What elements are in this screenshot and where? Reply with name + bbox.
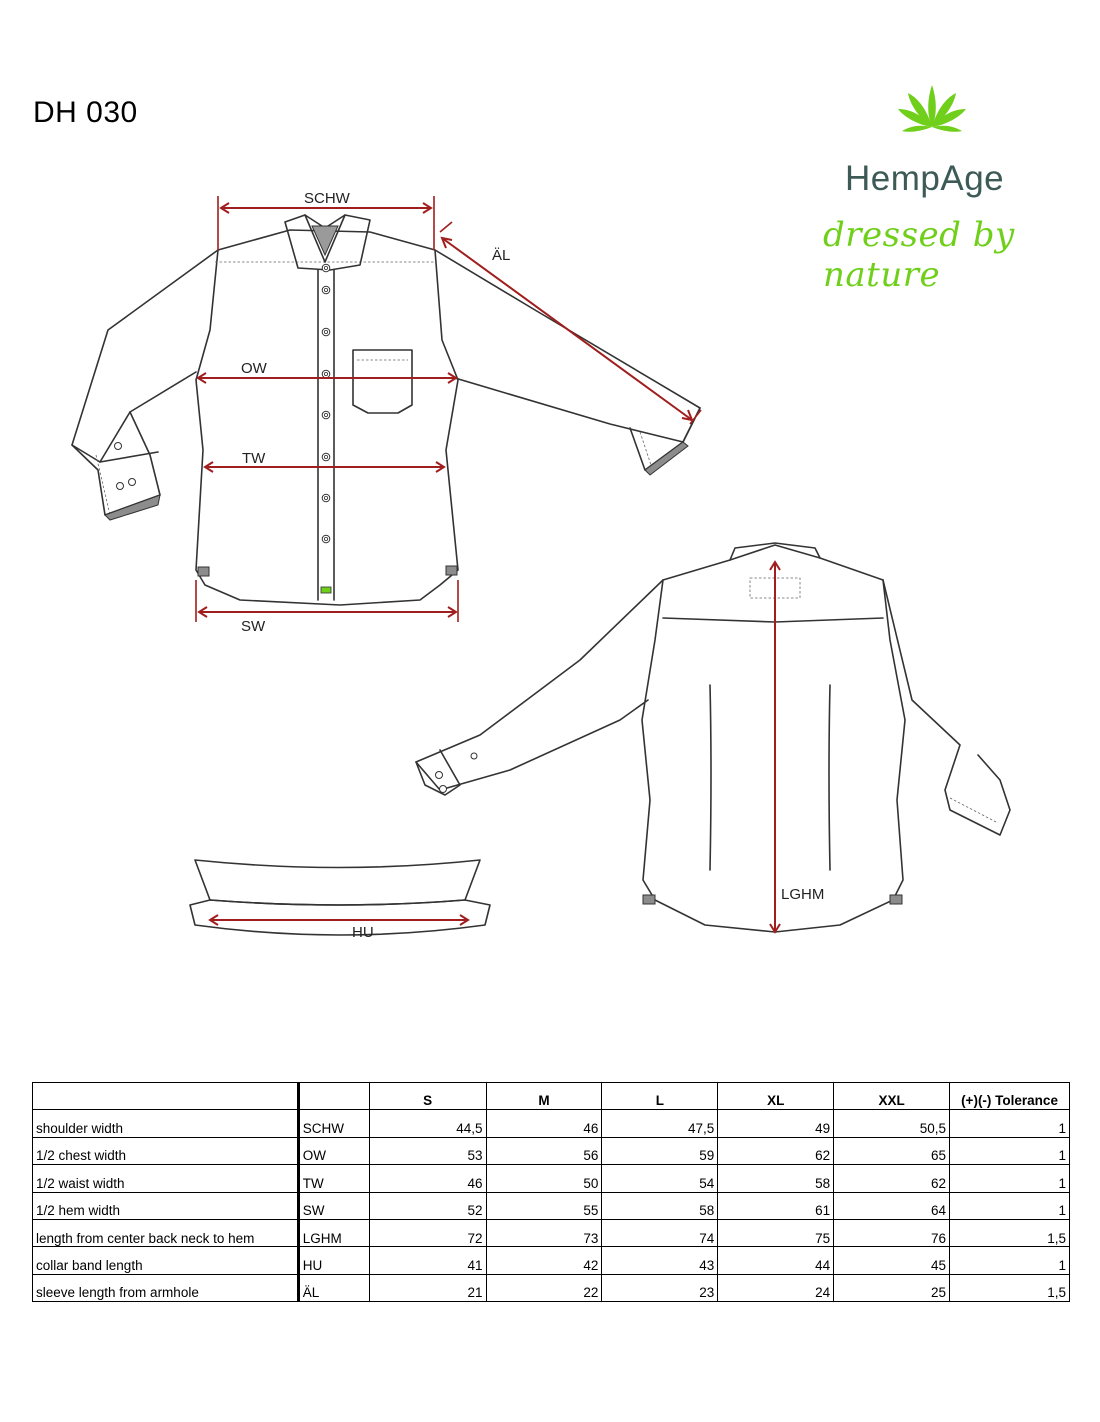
measurement-value: 1	[950, 1165, 1070, 1192]
measurement-value: 54	[602, 1165, 718, 1192]
shirt-front-view	[72, 190, 701, 635]
measurement-value: 1	[950, 1247, 1070, 1274]
measurement-name: sleeve length from armhole	[33, 1274, 299, 1301]
measurement-value: 74	[602, 1219, 718, 1246]
shirt-button-icon	[322, 453, 330, 461]
measurement-value: 50,5	[834, 1110, 950, 1137]
measurement-value: 1	[950, 1110, 1070, 1137]
label-ow: OW	[241, 360, 267, 377]
measurement-value: 46	[369, 1165, 486, 1192]
measurement-value: 53	[369, 1137, 486, 1164]
label-hu: HU	[352, 924, 374, 941]
measurement-name: 1/2 waist width	[33, 1165, 299, 1192]
column-header	[298, 1083, 369, 1110]
measurement-value: 23	[602, 1274, 718, 1301]
shirt-button-icon	[322, 328, 330, 336]
dimension-al	[442, 238, 692, 420]
shirt-button-icon	[322, 535, 330, 543]
collar-view	[190, 860, 490, 941]
measurement-code: SW	[298, 1192, 369, 1219]
shirt-button-icon	[322, 494, 330, 502]
measurement-value: 44,5	[369, 1110, 486, 1137]
column-header: L	[602, 1083, 718, 1110]
table-row	[33, 1110, 1070, 1137]
table-row	[33, 1274, 1070, 1301]
measurement-code: TW	[298, 1165, 369, 1192]
table-header-row	[33, 1083, 1070, 1110]
size-table	[32, 1082, 1070, 1302]
label-al: ÄL	[492, 247, 511, 264]
measurement-value: 1,5	[950, 1274, 1070, 1301]
label-tw: TW	[242, 450, 266, 467]
measurement-value: 50	[486, 1165, 602, 1192]
shirt-button-icon	[322, 411, 330, 419]
measurement-value: 44	[718, 1247, 834, 1274]
measurement-value: 45	[834, 1247, 950, 1274]
measurement-value: 55	[486, 1192, 602, 1219]
shirt-back-view	[416, 543, 1010, 932]
measurement-value: 22	[486, 1274, 602, 1301]
measurement-name: shoulder width	[33, 1110, 299, 1137]
table-row	[33, 1247, 1070, 1274]
measurement-value: 72	[369, 1219, 486, 1246]
measurement-value: 1,5	[950, 1219, 1070, 1246]
column-header: (+)(-) Tolerance	[950, 1083, 1070, 1110]
table-row	[33, 1137, 1070, 1164]
label-lghm: LGHM	[781, 886, 825, 903]
measurement-value: 62	[718, 1137, 834, 1164]
table-row	[33, 1219, 1070, 1246]
measurement-value: 21	[369, 1274, 486, 1301]
measurement-value: 47,5	[602, 1110, 718, 1137]
column-header: M	[486, 1083, 602, 1110]
measurement-value: 59	[602, 1137, 718, 1164]
measurement-code: SCHW	[298, 1110, 369, 1137]
measurement-value: 46	[486, 1110, 602, 1137]
label-sw: SW	[241, 618, 266, 635]
measurement-value: 58	[718, 1165, 834, 1192]
measurement-value: 73	[486, 1219, 602, 1246]
measurement-value: 76	[834, 1219, 950, 1246]
measurement-value: 1	[950, 1137, 1070, 1164]
measurement-value: 61	[718, 1192, 834, 1219]
measurement-value: 24	[718, 1274, 834, 1301]
measurement-name: collar band length	[33, 1247, 299, 1274]
measurement-code: LGHM	[298, 1219, 369, 1246]
measurement-code: HU	[298, 1247, 369, 1274]
measurement-value: 64	[834, 1192, 950, 1219]
measurement-value: 43	[602, 1247, 718, 1274]
measurement-value: 58	[602, 1192, 718, 1219]
measurement-name: 1/2 chest width	[33, 1137, 299, 1164]
column-header: XXL	[834, 1083, 950, 1110]
table-row	[33, 1192, 1070, 1219]
brand-slogan: dressed by nature	[823, 215, 1015, 295]
measurement-name: 1/2 hem width	[33, 1192, 299, 1219]
measurement-value: 1	[950, 1192, 1070, 1219]
measurement-value: 75	[718, 1219, 834, 1246]
measurement-value: 52	[369, 1192, 486, 1219]
label-schw: SCHW	[304, 190, 350, 207]
shirt-button-icon	[322, 370, 330, 378]
column-header: S	[369, 1083, 486, 1110]
measurement-value: 49	[718, 1110, 834, 1137]
shirt-button-icon	[322, 264, 330, 272]
column-header	[33, 1083, 299, 1110]
measurement-value: 25	[834, 1274, 950, 1301]
measurement-value: 42	[486, 1247, 602, 1274]
product-code: DH 030	[33, 96, 138, 129]
measurement-value: 41	[369, 1247, 486, 1274]
measurement-value: 65	[834, 1137, 950, 1164]
table-row	[33, 1165, 1070, 1192]
measurement-name: length from center back neck to hem	[33, 1219, 299, 1246]
brand-name: HempAge	[845, 159, 1005, 198]
measurement-value: 62	[834, 1165, 950, 1192]
column-header: XL	[718, 1083, 834, 1110]
measurement-code: ÄL	[298, 1274, 369, 1301]
shirt-button-icon	[322, 286, 330, 294]
measurement-value: 56	[486, 1137, 602, 1164]
measurement-code: OW	[298, 1137, 369, 1164]
